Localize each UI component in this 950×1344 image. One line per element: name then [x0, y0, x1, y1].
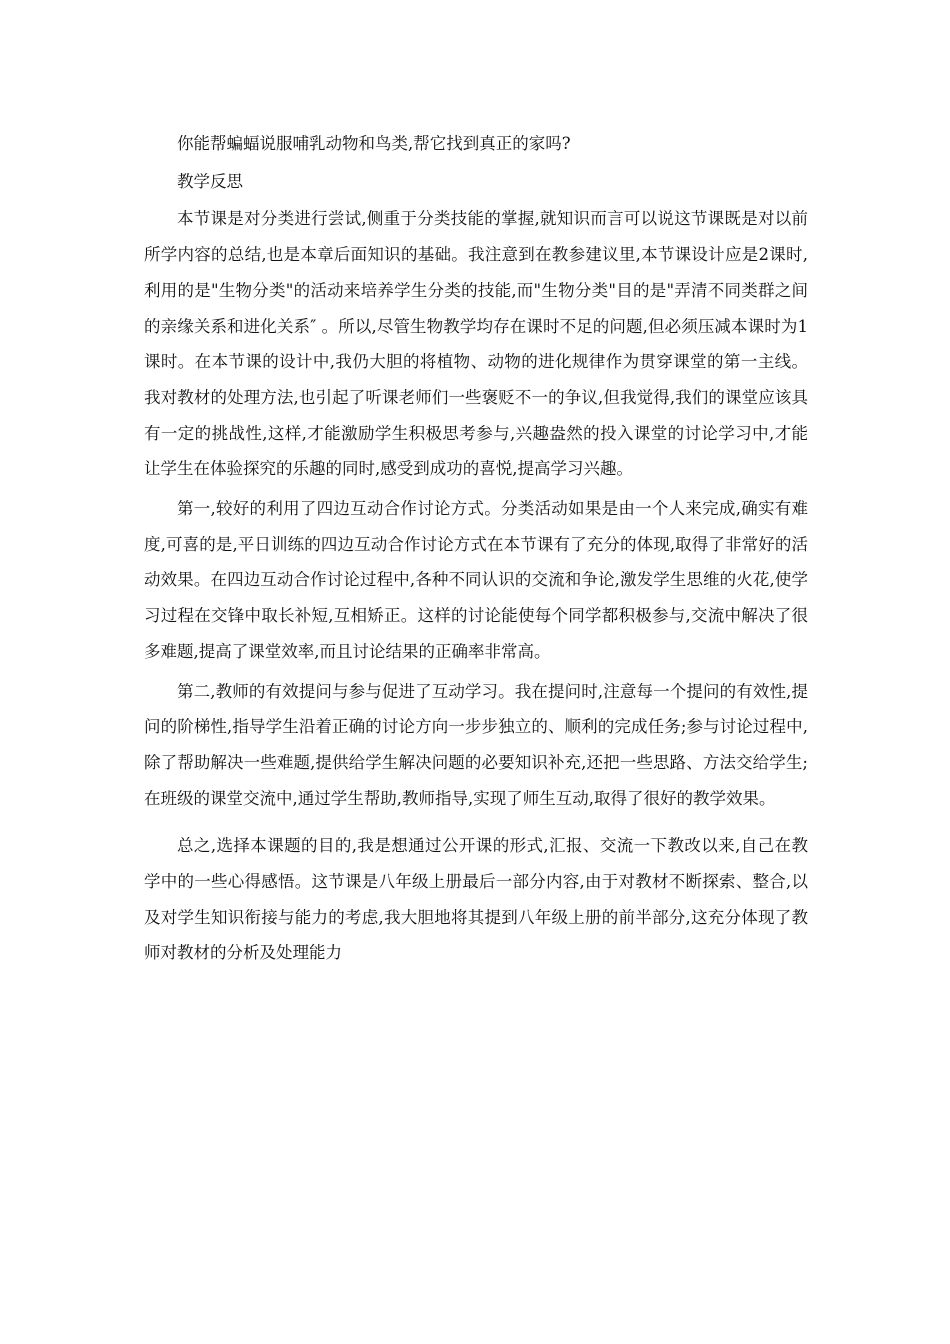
paragraph-summary: 总之,选择本课题的目的,我是想通过公开课的形式,汇报、交流一下教改以来,自己在教学中的一些心得感悟。这节课是八年级上册最后一部分内容,由于对教材不断探索、整合,以及对学生知识衔接与能力的考虑,我大胆地将其提到八年级上册的前半部分,这充分体现了教师对教材的分析及处理能力 [144, 836, 808, 963]
section-heading: 教学反思 [177, 171, 243, 191]
paragraph-point-two: 第二,教师的有效提问与参与促进了互动学习。我在提问时,注意每一个提问的有效性,提问的阶梯性,指导学生沿着正确的讨论方向一步步独立的、顺利的完成任务;参与讨论过程中,除了帮助解决一些难题,提供给学生解决问题的必要知识补充,还把一些思路、方法交给学生;在班级的课堂交流中,通过学生帮助,教师指导,实现了师生互动,取得了很好的教学效果。 [144, 681, 808, 808]
document-body [144, 126, 808, 971]
paragraph-point-one: 第一,较好的利用了四边互动合作讨论方式。分类活动如果是由一个人来完成,确实有难度,可喜的是,平日训练的四边互动合作讨论方式在本节课有了充分的体现,取得了非常好的活动效果。在四边互动合作讨论过程中,各种不同认识的交流和争论,激发学生思维的火花,使学习过程在交锋中取长补短,互相矫正。这样的讨论能使每个同学都积极参与,交流中解决了很多难题,提高了课堂效率,而且讨论结果的正确率非常高。 [144, 499, 808, 661]
intro-question: 你能帮蝙蝠说服哺乳动物和鸟类,帮它找到真正的家吗? [177, 134, 571, 153]
paragraph-reflection-intro: 本节课是对分类进行尝试,侧重于分类技能的掌握,就知识而言可以说这节课既是对以前所学内容的总结,也是本章后面知识的基础。我注意到在教参建议里,本节课设计应是2课时,利用的是"生物分类"的活动来培养学生分类的技能,而"生物分类"目的是"弄清不同类群之间的亲缘关系和进化关系″ 。所以,尽管生物教学均存在课时不足的问题,但必须压减本课时为1课时。在本节课的设计中,我仍大胆的将植物、动物的进化规律作为贯穿课堂的第一主线。我对教材的处理方法,也引起了听课老师们一些褒贬不一的争议,但我觉得,我们的课堂应该具有一定的挑战性,这样,才能激励学生积极思考参与,兴趣盎然的投入课堂的讨论学习中,才能让学生在体验探究的乐趣的同时,感受到成功的喜悦,提高学习兴趣。 [144, 209, 808, 479]
